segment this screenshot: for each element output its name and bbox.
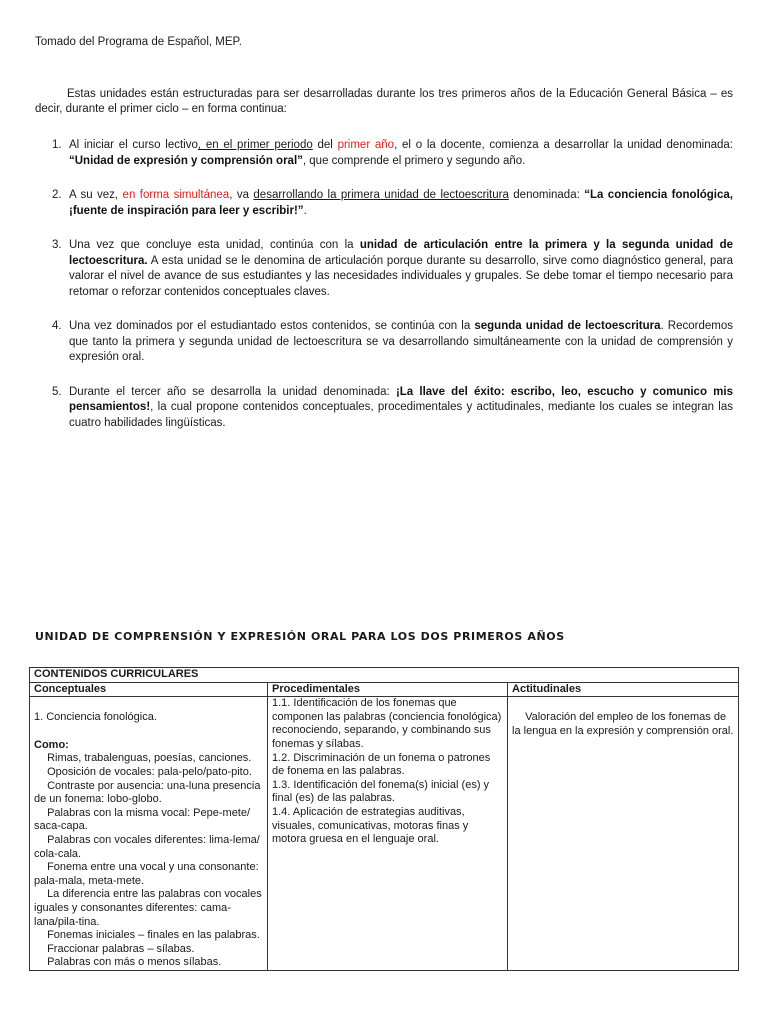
list-number: 2. [52,189,62,201]
list-item [272,697,503,751]
list-item [272,779,503,806]
text-run: . Recordemos que tanto la primera y segunda unidad de lectoescritura se va desarrollando simultáneamente con la unidad de comprensión y expresión oral. [69,320,733,363]
conceptual-title: 1. Conciencia fonológica. [34,711,157,724]
item-text: 1.3. Identificación del fonema(s) inicial (es) y final (es) de las palabras. [272,778,490,805]
text-run: , el o la docente, comienza a desarrollar la unidad denominada: [394,139,733,151]
list-item [34,752,263,766]
item-text: Fonemas iniciales – finales en las palabras. [47,929,260,942]
column-header-attitudinal: Actitudinales [508,682,739,697]
highlighted-text: en forma simultánea [122,189,230,201]
item-text: Fonema entre una vocal y una consonante: pala-mala, meta-mete. [34,861,259,887]
underlined-text: , en el primer periodo [197,139,313,151]
list-item [35,138,733,169]
list-item [272,752,503,779]
text-run: Al iniciar el curso lectivo [69,139,198,151]
item-text: 1.4. Aplicación de estrategias auditivas, visuales, comunicativas, motoras finas y motora gruesa en el lenguaje oral. [272,805,469,846]
column-header-procedural: Procedimentales [268,682,508,697]
list-number: 3. [52,239,62,251]
text-run: , que comprende el primero y segundo año. [302,154,526,167]
list-item [34,956,263,970]
text-run: , la cual propone contenidos conceptuales, procedimentales y actitudinales, mediante los cuales se integran las cuatro habilidades lingüísticas. [69,401,733,429]
list-item [34,943,263,957]
item-text: Palabras con la misma vocal: Pepe-mete/ saca-capa. [34,806,251,833]
item-text: 1.1. Identificación de los fonemas que componen las palabras (conciencia fonológica) reconociendo, separando, y combinando sus fonemas y sílabas. [272,697,502,750]
text-run: denominada: [508,189,585,201]
unit-name: segunda unidad de lectoescritura [474,320,661,332]
text-run: del [312,139,338,151]
item-text: Contraste por ausencia: una-luna presencia de un fonema: lobo-globo. [34,779,261,806]
list-item [34,834,263,861]
list-item [34,888,263,929]
list-item [35,238,733,300]
list-item [35,319,733,366]
text-run: Una vez dominados por el estudiantado estos contenidos, se continúa con la [69,320,475,332]
text-run: . [303,204,307,217]
underlined-text: desarrollando la primera unidad de lectoescritura [253,189,509,201]
table-caption: CONTENIDOS CURRICULARES [30,668,739,683]
unit-name: ¡La llave del éxito: escribo, leo, escucho y comunico mis pensamientos! [69,385,734,413]
unit-name: “Unidad de expresión y comprensión oral” [69,154,303,167]
procedural-list [272,697,503,847]
highlighted-text: primer año [337,139,395,151]
units-list [35,138,733,450]
section-title: UNIDAD DE COMPRENSIÓN Y EXPRESIÓN ORAL PARA LOS DOS PRIMEROS AÑOS [35,630,565,643]
curriculum-table [29,667,739,971]
text-run: Durante el tercer año se desarrolla la unidad denominada: [69,385,396,398]
text-run: A esta unidad se le denomina de articulación porque durante su desarrollo, sirve como diagnóstico general, para valorar el nivel de avance de sus estudiantes y las necesidades individuales y grupales. Se debe tomar el tiempo necesario para retomar o reforzar contenidos conceptuales claves. [69,254,733,298]
intro-paragraph: Estas unidades están estructuradas para ser desarrolladas durante los tres primeros años de la Educación General Básica – es decir, durante el primer ciclo – en forma continua: [35,88,733,115]
item-text: Palabras con vocales diferentes: lima-lema/ cola-cala. [34,833,260,860]
list-item [35,385,733,432]
item-text: Valoración del empleo de los fonemas de la lengua en la expresión y comprensión oral. [512,711,734,737]
item-text: 1.2. Discriminación de un fonema o patrones de fonema en las palabras. [272,751,491,778]
list-item [34,929,263,943]
list-item [35,188,733,219]
unit-name: unidad de articulación entre la primera y la segunda unidad de lectoescritura. [69,239,733,267]
column-header-conceptual: Conceptuales [30,682,268,697]
list-item [34,861,263,888]
conceptual-como: Como: [34,738,69,751]
text-run: , va [229,189,254,201]
procedural-cell [268,697,508,971]
list-number: 1. [52,139,62,151]
item-text: Fraccionar palabras – sílabas. [47,942,195,955]
list-item [34,807,263,834]
list-item [512,711,734,738]
list-number: 4. [52,320,62,332]
list-number: 5. [52,385,62,398]
item-text: Palabras con más o menos sílabas. [47,956,222,969]
list-item [34,766,263,780]
text-run: Una vez que concluye esta unidad, continúa con la [69,239,360,251]
list-item [34,780,263,807]
item-text: La diferencia entre las palabras con vocales iguales y consonantes diferentes: cama-lana/pila-tina. [34,888,262,928]
item-text: Oposición de vocales: pala-pelo/pato-pito. [47,765,252,778]
list-item [272,806,503,847]
text-run: A su vez, [69,189,123,201]
item-text: Rimas, trabalenguas, poesías, canciones. [47,752,252,765]
unit-name: “La conciencia fonológica, ¡fuente de inspiración para leer y escribir!” [69,189,733,217]
conceptual-list [34,752,263,970]
attitudinal-list [512,711,734,738]
attitudinal-cell [508,697,739,971]
source-note: Tomado del Programa de Español, MEP. [35,36,242,48]
conceptual-cell [30,697,268,971]
